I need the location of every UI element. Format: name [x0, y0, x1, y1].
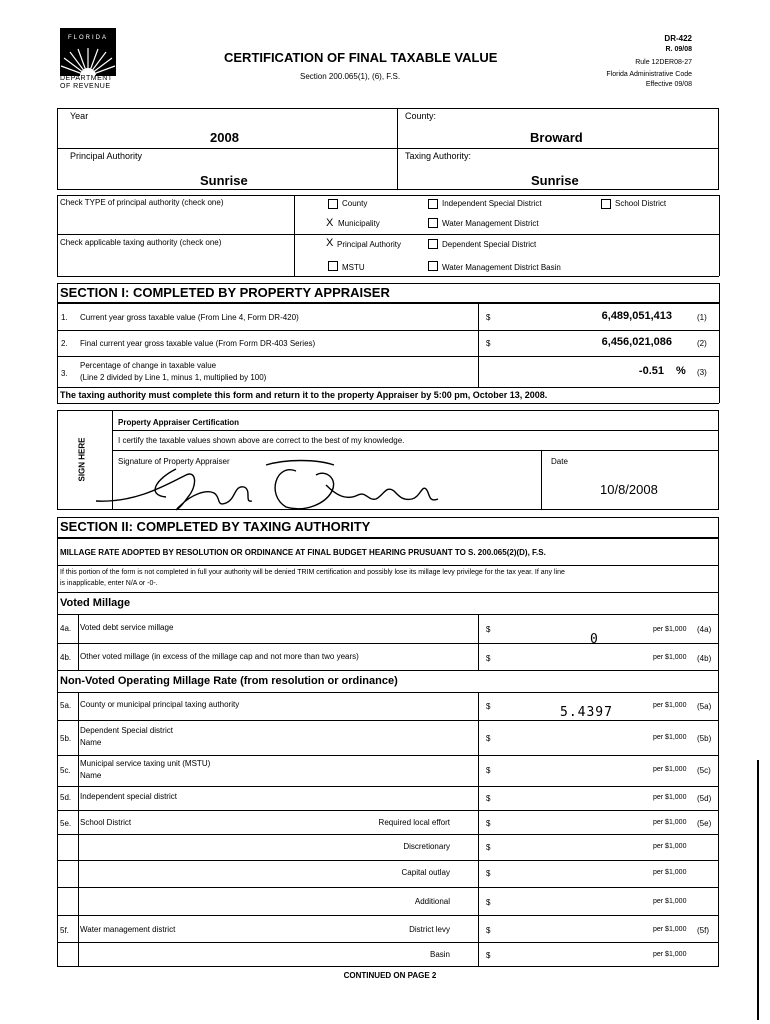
row2-code: (2) — [697, 339, 707, 348]
r5f-currency: $ — [486, 926, 491, 935]
r5f-code: (5f) — [697, 926, 709, 935]
taxing-label: Taxing Authority: — [405, 151, 472, 161]
notice-line1: If this portion of the form is not completed in full your authority will be denied TRIM certification and possibly lose its millage levy privilege for the tax year. If any line — [60, 569, 565, 576]
water-option: Water Management District — [442, 219, 539, 228]
municipality-option: Municipality — [338, 219, 380, 228]
r5f2-currency: $ — [486, 951, 491, 960]
r5a-value[interactable]: 5.4397 — [560, 705, 613, 720]
form-number: DR-422 — [664, 34, 692, 43]
r5d-currency: $ — [486, 794, 491, 803]
date-label: Date — [551, 457, 568, 466]
r5d-per: per $1,000 — [653, 794, 687, 801]
r5c-code: (5c) — [697, 766, 711, 775]
row3-unit: % — [676, 365, 686, 377]
municipality-checkbox[interactable]: X — [326, 217, 334, 229]
continued-note: CONTINUED ON PAGE 2 — [343, 971, 437, 980]
type-check-label: Check TYPE of principal authority (check one) — [60, 198, 224, 207]
r5e3-currency: $ — [486, 869, 491, 878]
r5c-num: 5c. — [60, 766, 71, 775]
r5d-num: 5d. — [60, 793, 72, 802]
row2-num: 2. — [61, 339, 68, 348]
sig-label: Signature of Property Appraiser — [118, 457, 230, 466]
county-option: County — [342, 199, 368, 208]
row2-label: Final current year gross taxable value (From Form DR-403 Series) — [80, 339, 316, 348]
r5e4-sub: Additional — [414, 897, 450, 906]
r5e-num: 5e. — [60, 819, 72, 828]
water-basin-checkbox[interactable] — [428, 261, 438, 271]
r5b-per: per $1,000 — [653, 734, 687, 741]
deadline-note: The taxing authority must complete this form and return it to the property Appraiser by 5:00 pm, October 13, 2008. — [60, 390, 548, 400]
r4b-label: Other voted millage (in excess of the millage cap and not more than two years) — [80, 652, 359, 661]
row2-currency: $ — [486, 339, 491, 348]
principal-label: Principal Authority — [70, 151, 143, 161]
principal-value: Sunrise — [200, 173, 248, 188]
r5c-per: per $1,000 — [653, 766, 687, 773]
cert-statement: I certify the taxable values shown above are correct to the best of my knowledge. — [118, 436, 405, 445]
r5e-label: School District — [80, 818, 132, 827]
r5d-label: Independent special district — [80, 792, 177, 801]
r5f-per: per $1,000 — [653, 926, 687, 933]
r4b-currency: $ — [486, 654, 491, 663]
r5f-num: 5f. — [60, 926, 69, 935]
r5e2-sub: Discretionary — [403, 842, 450, 851]
r5e4-currency: $ — [486, 898, 491, 907]
r5a-per: per $1,000 — [653, 702, 687, 709]
county-checkbox[interactable] — [328, 199, 338, 209]
logo-state-banner: FLORIDA — [60, 28, 116, 48]
dor-logo — [60, 28, 116, 92]
r4b-code: (4b) — [697, 654, 712, 663]
r4a-label: Voted debt service millage — [80, 623, 174, 632]
section1-title: SECTION I: COMPLETED BY PROPERTY APPRAISER — [60, 285, 390, 300]
r5b-label1: Dependent Special district — [80, 726, 173, 735]
water-checkbox[interactable] — [428, 218, 438, 228]
row1-label: Current year gross taxable value (From Line 4, Form DR-420) — [80, 313, 299, 322]
signature-image — [76, 455, 446, 521]
r5b-currency: $ — [486, 734, 491, 743]
school-checkbox[interactable] — [601, 199, 611, 209]
r5a-num: 5a. — [60, 701, 72, 710]
form-subtitle: Section 200.065(1), (6), F.S. — [300, 72, 401, 81]
r4a-num: 4a. — [60, 624, 72, 633]
row3-value: -0.51 — [638, 365, 664, 377]
notice-line2: is inapplicable, enter N/A or -0-. — [60, 580, 158, 587]
form-rule: Rule 12DER08-27 — [635, 59, 692, 66]
water-basin-option: Water Management District Basin — [442, 263, 561, 272]
year-label: Year — [70, 111, 89, 121]
r5f-label: Water management district — [80, 925, 176, 934]
independent-checkbox[interactable] — [428, 199, 438, 209]
r5a-currency: $ — [486, 702, 491, 711]
r5e-sub: Required local effort — [378, 818, 450, 827]
row1-currency: $ — [486, 313, 491, 322]
taxing-value: Sunrise — [531, 173, 579, 188]
sun-icon — [60, 48, 116, 76]
nonvoted-title: Non-Voted Operating Millage Rate (from resolution or ordinance) — [60, 675, 398, 687]
r5e3-per: per $1,000 — [653, 869, 687, 876]
taxing-check-label: Check applicable taxing authority (check one) — [60, 238, 222, 247]
sign-here-label: SIGN HERE — [77, 437, 87, 482]
row3-num: 3. — [61, 369, 68, 378]
r5c-label1: Municipal service taxing unit (MSTU) — [80, 759, 211, 768]
r4a-code: (4a) — [697, 625, 712, 634]
year-value: 2008 — [210, 130, 239, 145]
r5e3-sub: Capital outlay — [401, 868, 450, 877]
r5f2-sub: Basin — [429, 950, 450, 959]
voted-title: Voted Millage — [60, 597, 131, 609]
r5a-code: (5a) — [697, 702, 712, 711]
county-label: County: — [405, 111, 437, 121]
r4a-currency: $ — [486, 625, 491, 634]
cert-title: Property Appraiser Certification — [118, 418, 240, 427]
r5c-currency: $ — [486, 766, 491, 775]
r5f-sub: District levy — [409, 925, 450, 934]
form-effective: Effective 09/08 — [645, 81, 692, 88]
row1-num: 1. — [61, 313, 68, 322]
row1-value: 6,489,051,413 — [601, 310, 672, 322]
r4b-per: per $1,000 — [653, 654, 687, 661]
section2-title: SECTION II: COMPLETED BY TAXING AUTHORITY — [60, 519, 371, 534]
row3-label2: (Line 2 divided by Line 1, minus 1, multiplied by 100) — [80, 373, 267, 382]
principal-authority-option: Principal Authority — [337, 240, 402, 249]
r5e-currency: $ — [486, 819, 491, 828]
r5b-num: 5b. — [60, 734, 72, 743]
form-title: CERTIFICATION OF FINAL TAXABLE VALUE — [224, 50, 498, 65]
r5d-code: (5d) — [697, 794, 712, 803]
mstu-option: MSTU — [342, 263, 365, 272]
r5f2-per: per $1,000 — [653, 951, 687, 958]
r4a-value[interactable]: 0 — [590, 632, 599, 647]
mstu-checkbox[interactable] — [328, 261, 338, 271]
r5e2-currency: $ — [486, 843, 491, 852]
millage-heading: MILLAGE RATE ADOPTED BY RESOLUTION OR ORDINANCE AT FINAL BUDGET HEARING PRUSUANT TO S. 200.065(2)(D), F.S. — [60, 548, 546, 557]
row1-code: (1) — [697, 313, 707, 322]
r5a-label: County or municipal principal taxing authority — [80, 700, 240, 709]
independent-option: Independent Special District — [442, 199, 542, 208]
school-option: School District — [615, 199, 667, 208]
r5c-label2: Name — [80, 771, 102, 780]
info-block — [57, 108, 719, 190]
r5b-code: (5b) — [697, 734, 712, 743]
county-value: Broward — [530, 130, 583, 145]
r5e2-per: per $1,000 — [653, 843, 687, 850]
form-code: Florida Administrative Code — [606, 71, 692, 78]
row3-label1: Percentage of change in taxable value — [80, 361, 217, 370]
dependent-option: Dependent Special District — [442, 240, 537, 249]
row3-code: (3) — [697, 368, 707, 377]
logo-rev: OF REVENUE — [60, 83, 111, 90]
row2-value: 6,456,021,086 — [601, 336, 672, 348]
dependent-checkbox[interactable] — [428, 239, 438, 249]
r4a-per: per $1,000 — [653, 626, 687, 633]
r4b-num: 4b. — [60, 653, 72, 662]
r5e4-per: per $1,000 — [653, 898, 687, 905]
r5e-per: per $1,000 — [653, 819, 687, 826]
date-value: 10/8/2008 — [600, 482, 658, 497]
r5e-code: (5e) — [697, 819, 712, 828]
form-revision: R. 09/08 — [665, 46, 692, 53]
logo-dept: DEPARTMENT — [60, 75, 113, 82]
r5b-label2: Name — [80, 738, 102, 747]
principal-authority-checkbox[interactable]: X — [326, 237, 334, 249]
